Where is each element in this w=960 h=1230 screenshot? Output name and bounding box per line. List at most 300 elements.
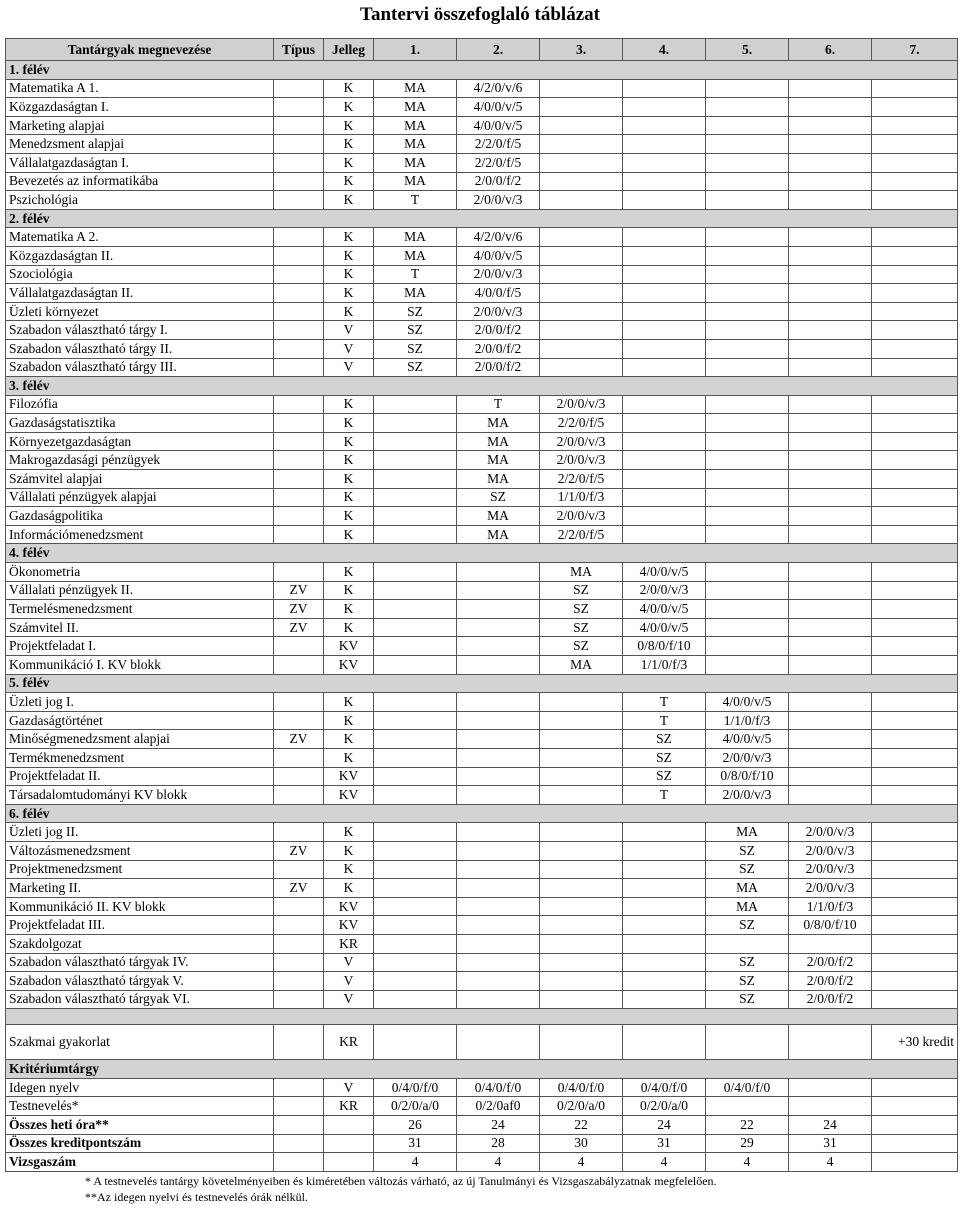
type-cell: [274, 153, 324, 172]
table-row: [6, 823, 958, 842]
semester-cell-7: [872, 637, 958, 656]
semester-cell-4: [623, 1025, 706, 1060]
jelleg-cell: KV: [324, 786, 374, 805]
type-cell: [274, 693, 324, 712]
semester-cell-1: [374, 841, 457, 860]
semester-cell-5: [706, 1025, 789, 1060]
type-cell: [274, 488, 324, 507]
jelleg-cell: K: [324, 191, 374, 210]
table-row: [6, 841, 958, 860]
semester-cell-4: [623, 79, 706, 98]
totals-row: [6, 1116, 958, 1135]
semester-cell-3: [540, 228, 623, 247]
semester-cell-7: [872, 98, 958, 117]
table-row: [6, 990, 958, 1009]
subject-name: Társadalomtudományi KV blokk: [6, 786, 274, 805]
subject-name: Filozófia: [6, 395, 274, 414]
semester-cell-2: [457, 637, 540, 656]
semester-cell-6: [789, 507, 872, 526]
jelleg-cell: V: [324, 321, 374, 340]
semester-cell-6: [789, 656, 872, 675]
semester-cell-2: 28: [457, 1134, 540, 1153]
semester-cell-4: [623, 414, 706, 433]
semester-cell-3: [540, 823, 623, 842]
totals-row: [6, 1134, 958, 1153]
semester-cell-3: [540, 860, 623, 879]
semester-cell-5: [706, 525, 789, 544]
semester-header-row: [6, 209, 958, 228]
semester-cell-2: 2/0/0/f/2: [457, 358, 540, 377]
semester-cell-3: [540, 358, 623, 377]
semester-cell-5: [706, 79, 789, 98]
semester-cell-5: SZ: [706, 953, 789, 972]
semester-cell-3: 1/1/0/f/3: [540, 488, 623, 507]
table-row: [6, 860, 958, 879]
semester-cell-4: [623, 116, 706, 135]
semester-cell-1: [374, 470, 457, 489]
semester-cell-7: [872, 934, 958, 953]
semester-cell-5: SZ: [706, 990, 789, 1009]
semester-label: 2. félév: [6, 209, 958, 228]
semester-cell-2: [457, 730, 540, 749]
jelleg-cell: K: [324, 730, 374, 749]
jelleg-cell: KR: [324, 934, 374, 953]
semester-cell-4: T: [623, 786, 706, 805]
semester-cell-5: [706, 1097, 789, 1116]
jelleg-cell: K: [324, 823, 374, 842]
semester-cell-3: [540, 284, 623, 303]
semester-cell-3: [540, 897, 623, 916]
type-cell: [274, 656, 324, 675]
subject-name: Pszichológia: [6, 191, 274, 210]
semester-cell-3: 2/2/0/f/5: [540, 525, 623, 544]
semester-cell-4: [623, 841, 706, 860]
subject-name: Kommunikáció I. KV blokk: [6, 656, 274, 675]
semester-cell-4: SZ: [623, 767, 706, 786]
table-row: [6, 916, 958, 935]
semester-cell-7: [872, 470, 958, 489]
subject-name: Környezetgazdaságtan: [6, 432, 274, 451]
jelleg-cell: K: [324, 153, 374, 172]
semester-cell-3: 0/4/0/f/0: [540, 1078, 623, 1097]
semester-cell-4: [623, 302, 706, 321]
jelleg-cell: K: [324, 600, 374, 619]
totals-label: Összes kreditpontszám: [6, 1134, 274, 1153]
semester-cell-6: 31: [789, 1134, 872, 1153]
semester-cell-6: [789, 525, 872, 544]
semester-cell-4: [623, 916, 706, 935]
jelleg-cell: KV: [324, 637, 374, 656]
table-row: [6, 879, 958, 898]
semester-cell-6: [789, 98, 872, 117]
header-sem-2: 2.: [457, 39, 540, 61]
semester-cell-1: [374, 879, 457, 898]
semester-cell-4: 4/0/0/v/5: [623, 563, 706, 582]
semester-cell-1: MA: [374, 98, 457, 117]
semester-cell-6: [789, 228, 872, 247]
subject-name: Termelésmenedzsment: [6, 600, 274, 619]
type-cell: [274, 414, 324, 433]
semester-header-row: [6, 674, 958, 693]
semester-cell-2: 2/0/0/v/3: [457, 191, 540, 210]
semester-cell-5: [706, 656, 789, 675]
type-cell: [274, 823, 324, 842]
semester-label: 5. félév: [6, 674, 958, 693]
subject-name: Vállalati pénzügyek alapjai: [6, 488, 274, 507]
subject-name: Projektfeladat III.: [6, 916, 274, 935]
type-cell: [274, 934, 324, 953]
semester-cell-2: MA: [457, 525, 540, 544]
semester-cell-7: [872, 339, 958, 358]
semester-cell-7: [872, 953, 958, 972]
semester-cell-2: 2/0/0/v/3: [457, 302, 540, 321]
jelleg-cell: K: [324, 98, 374, 117]
type-cell: [274, 98, 324, 117]
semester-cell-1: 0/4/0/f/0: [374, 1078, 457, 1097]
semester-cell-5: SZ: [706, 860, 789, 879]
semester-cell-1: 4: [374, 1153, 457, 1172]
semester-cell-6: [789, 358, 872, 377]
semester-cell-4: [623, 358, 706, 377]
semester-cell-4: [623, 265, 706, 284]
type-cell: [274, 265, 324, 284]
semester-cell-4: 24: [623, 1116, 706, 1135]
jelleg-cell: [324, 1116, 374, 1135]
semester-cell-3: [540, 321, 623, 340]
semester-cell-1: [374, 916, 457, 935]
subject-name: Menedzsment alapjai: [6, 135, 274, 154]
semester-cell-5: [706, 507, 789, 526]
semester-cell-4: T: [623, 693, 706, 712]
semester-cell-4: [623, 339, 706, 358]
semester-cell-7: [872, 786, 958, 805]
type-cell: [274, 302, 324, 321]
semester-cell-4: [623, 860, 706, 879]
semester-cell-4: 0/4/0/f/0: [623, 1078, 706, 1097]
semester-cell-3: [540, 934, 623, 953]
type-cell: [274, 284, 324, 303]
jelleg-cell: V: [324, 972, 374, 991]
subject-name: Közgazdaságtan II.: [6, 246, 274, 265]
semester-cell-2: [457, 897, 540, 916]
semester-cell-3: 2/0/0/v/3: [540, 507, 623, 526]
semester-cell-6: [789, 302, 872, 321]
table-row: [6, 321, 958, 340]
type-cell: [274, 916, 324, 935]
separator-cell: [6, 1009, 958, 1025]
semester-cell-2: [457, 618, 540, 637]
semester-cell-2: MA: [457, 507, 540, 526]
semester-cell-2: 2/0/0/v/3: [457, 265, 540, 284]
subject-name: Testnevelés*: [6, 1097, 274, 1116]
jelleg-cell: K: [324, 488, 374, 507]
jelleg-cell: V: [324, 339, 374, 358]
semester-cell-4: 31: [623, 1134, 706, 1153]
semester-cell-5: [706, 934, 789, 953]
jelleg-cell: K: [324, 879, 374, 898]
jelleg-cell: K: [324, 395, 374, 414]
semester-cell-7: [872, 897, 958, 916]
subject-name: Vállalatgazdaságtan II.: [6, 284, 274, 303]
semester-cell-2: 2/2/0/f/5: [457, 135, 540, 154]
internship-credit: +30 kredit: [872, 1025, 958, 1060]
header-sem-6: 6.: [789, 39, 872, 61]
table-row: [6, 432, 958, 451]
type-cell: [274, 1097, 324, 1116]
semester-cell-1: [374, 823, 457, 842]
type-cell: [274, 116, 324, 135]
semester-cell-1: [374, 860, 457, 879]
jelleg-cell: [324, 1153, 374, 1172]
semester-cell-1: MA: [374, 284, 457, 303]
semester-cell-2: [457, 656, 540, 675]
curriculum-table: [5, 38, 958, 1172]
type-cell: [274, 79, 324, 98]
subject-name: Minőségmenedzsment alapjai: [6, 730, 274, 749]
header-sem-4: 4.: [623, 39, 706, 61]
jelleg-cell: KR: [324, 1097, 374, 1116]
type-cell: [274, 358, 324, 377]
table-row: [6, 414, 958, 433]
semester-cell-6: [789, 246, 872, 265]
semester-cell-7: [872, 1078, 958, 1097]
semester-cell-7: [872, 1153, 958, 1172]
semester-cell-4: [623, 897, 706, 916]
table-row: [6, 656, 958, 675]
semester-cell-4: T: [623, 711, 706, 730]
semester-cell-1: [374, 693, 457, 712]
semester-cell-6: [789, 730, 872, 749]
header-sem-7: 7.: [872, 39, 958, 61]
semester-cell-5: [706, 135, 789, 154]
semester-cell-3: [540, 265, 623, 284]
semester-cell-2: 4/0/0/v/5: [457, 116, 540, 135]
table-row: [6, 395, 958, 414]
semester-cell-3: [540, 302, 623, 321]
semester-cell-5: 4/0/0/v/5: [706, 693, 789, 712]
subject-name: Matematika A 2.: [6, 228, 274, 247]
semester-cell-5: [706, 414, 789, 433]
table-row: [6, 191, 958, 210]
semester-cell-4: [623, 432, 706, 451]
semester-cell-7: [872, 488, 958, 507]
semester-cell-1: MA: [374, 172, 457, 191]
semester-cell-5: 4: [706, 1153, 789, 1172]
table-row: [6, 79, 958, 98]
semester-cell-2: SZ: [457, 488, 540, 507]
subject-name: Marketing II.: [6, 879, 274, 898]
semester-cell-5: 0/8/0/f/10: [706, 767, 789, 786]
subject-name: Idegen nyelv: [6, 1078, 274, 1097]
semester-cell-6: [789, 414, 872, 433]
semester-cell-2: 0/2/0af0: [457, 1097, 540, 1116]
semester-cell-1: [374, 748, 457, 767]
semester-cell-6: [789, 451, 872, 470]
semester-cell-5: [706, 488, 789, 507]
semester-cell-3: 2/2/0/f/5: [540, 414, 623, 433]
semester-cell-7: [872, 451, 958, 470]
semester-cell-3: [540, 79, 623, 98]
semester-cell-3: MA: [540, 656, 623, 675]
semester-cell-3: [540, 116, 623, 135]
semester-cell-6: 24: [789, 1116, 872, 1135]
semester-cell-3: MA: [540, 563, 623, 582]
type-cell: [274, 748, 324, 767]
jelleg-cell: K: [324, 246, 374, 265]
semester-cell-7: [872, 1097, 958, 1116]
table-row: [6, 507, 958, 526]
semester-cell-1: MA: [374, 79, 457, 98]
semester-cell-7: [872, 284, 958, 303]
semester-cell-5: 22: [706, 1116, 789, 1135]
semester-cell-6: [789, 1097, 872, 1116]
jelleg-cell: [324, 1134, 374, 1153]
semester-cell-4: 4/0/0/v/5: [623, 618, 706, 637]
semester-cell-6: 4: [789, 1153, 872, 1172]
separator-row: [6, 1009, 958, 1025]
type-cell: ZV: [274, 841, 324, 860]
semester-cell-6: [789, 135, 872, 154]
semester-cell-1: [374, 618, 457, 637]
jelleg-cell: V: [324, 990, 374, 1009]
semester-cell-4: SZ: [623, 730, 706, 749]
semester-cell-7: [872, 432, 958, 451]
semester-cell-6: [789, 711, 872, 730]
type-cell: [274, 711, 324, 730]
semester-header-row: [6, 61, 958, 80]
table-row: [6, 488, 958, 507]
semester-cell-2: [457, 581, 540, 600]
subject-name: Termékmenedzsment: [6, 748, 274, 767]
type-cell: [274, 339, 324, 358]
semester-cell-2: [457, 860, 540, 879]
type-cell: ZV: [274, 730, 324, 749]
semester-cell-3: SZ: [540, 581, 623, 600]
semester-cell-1: [374, 581, 457, 600]
semester-cell-1: [374, 525, 457, 544]
semester-cell-6: [789, 488, 872, 507]
semester-cell-5: [706, 116, 789, 135]
semester-cell-1: SZ: [374, 321, 457, 340]
subject-name: Szabadon választható tárgyak V.: [6, 972, 274, 991]
semester-cell-5: [706, 246, 789, 265]
semester-cell-1: 0/2/0/a/0: [374, 1097, 457, 1116]
semester-cell-7: [872, 841, 958, 860]
semester-cell-5: [706, 153, 789, 172]
semester-cell-5: SZ: [706, 972, 789, 991]
semester-cell-7: [872, 358, 958, 377]
type-cell: [274, 1078, 324, 1097]
table-row: [6, 730, 958, 749]
semester-cell-7: [872, 246, 958, 265]
semester-cell-3: [540, 191, 623, 210]
semester-cell-1: SZ: [374, 302, 457, 321]
semester-cell-4: [623, 953, 706, 972]
semester-cell-1: MA: [374, 228, 457, 247]
semester-label: 3. félév: [6, 377, 958, 396]
semester-cell-1: [374, 395, 457, 414]
semester-cell-5: [706, 432, 789, 451]
subject-name: Számvitel alapjai: [6, 470, 274, 489]
semester-cell-6: [789, 191, 872, 210]
semester-cell-4: [623, 395, 706, 414]
semester-cell-7: [872, 748, 958, 767]
semester-cell-1: [374, 934, 457, 953]
type-cell: [274, 990, 324, 1009]
semester-cell-5: 2/0/0/v/3: [706, 786, 789, 805]
semester-cell-4: [623, 153, 706, 172]
semester-cell-2: [457, 953, 540, 972]
semester-cell-6: 2/0/0/v/3: [789, 879, 872, 898]
semester-cell-2: MA: [457, 432, 540, 451]
jelleg-cell: K: [324, 563, 374, 582]
header-row: [6, 39, 958, 61]
table-row: [6, 116, 958, 135]
table-row: [6, 470, 958, 489]
type-cell: [274, 972, 324, 991]
semester-cell-4: [623, 246, 706, 265]
semester-cell-5: [706, 581, 789, 600]
semester-cell-4: [623, 321, 706, 340]
subject-name: Szabadon választható tárgy III.: [6, 358, 274, 377]
semester-cell-3: 2/0/0/v/3: [540, 432, 623, 451]
semester-cell-3: [540, 990, 623, 1009]
jelleg-cell: K: [324, 135, 374, 154]
type-cell: [274, 1116, 324, 1135]
semester-cell-6: 2/0/0/f/2: [789, 953, 872, 972]
footnotes: [0, 1173, 960, 1205]
table-row: [6, 581, 958, 600]
subject-name: Szabadon választható tárgyak IV.: [6, 953, 274, 972]
footnote-2: **Az idegen nyelvi és testnevelés órák nélkül.: [85, 1189, 308, 1204]
type-cell: [274, 432, 324, 451]
type-cell: [274, 228, 324, 247]
semester-cell-4: [623, 823, 706, 842]
table-row: [6, 618, 958, 637]
jelleg-cell: K: [324, 172, 374, 191]
semester-cell-2: 4/0/0/v/5: [457, 246, 540, 265]
subject-name: Bevezetés az informatikába: [6, 172, 274, 191]
semester-cell-2: [457, 563, 540, 582]
semester-cell-3: SZ: [540, 618, 623, 637]
type-cell: ZV: [274, 618, 324, 637]
semester-cell-4: [623, 488, 706, 507]
semester-cell-6: [789, 339, 872, 358]
semester-cell-1: SZ: [374, 358, 457, 377]
subject-name: Gazdaságtörténet: [6, 711, 274, 730]
semester-cell-6: [789, 581, 872, 600]
semester-cell-1: [374, 488, 457, 507]
semester-cell-6: [789, 1078, 872, 1097]
semester-cell-3: [540, 841, 623, 860]
semester-cell-2: 24: [457, 1116, 540, 1135]
semester-cell-7: [872, 860, 958, 879]
jelleg-cell: K: [324, 507, 374, 526]
semester-cell-2: [457, 841, 540, 860]
subject-name: Ökonometria: [6, 563, 274, 582]
subject-name: Szakdolgozat: [6, 934, 274, 953]
semester-cell-5: [706, 358, 789, 377]
type-cell: [274, 1025, 324, 1060]
semester-cell-3: 22: [540, 1116, 623, 1135]
jelleg-cell: V: [324, 358, 374, 377]
subject-name: Számvitel II.: [6, 618, 274, 637]
semester-cell-3: SZ: [540, 600, 623, 619]
semester-cell-4: [623, 990, 706, 1009]
semester-cell-6: [789, 432, 872, 451]
jelleg-cell: K: [324, 618, 374, 637]
subject-name: Makrogazdasági pénzügyek: [6, 451, 274, 470]
